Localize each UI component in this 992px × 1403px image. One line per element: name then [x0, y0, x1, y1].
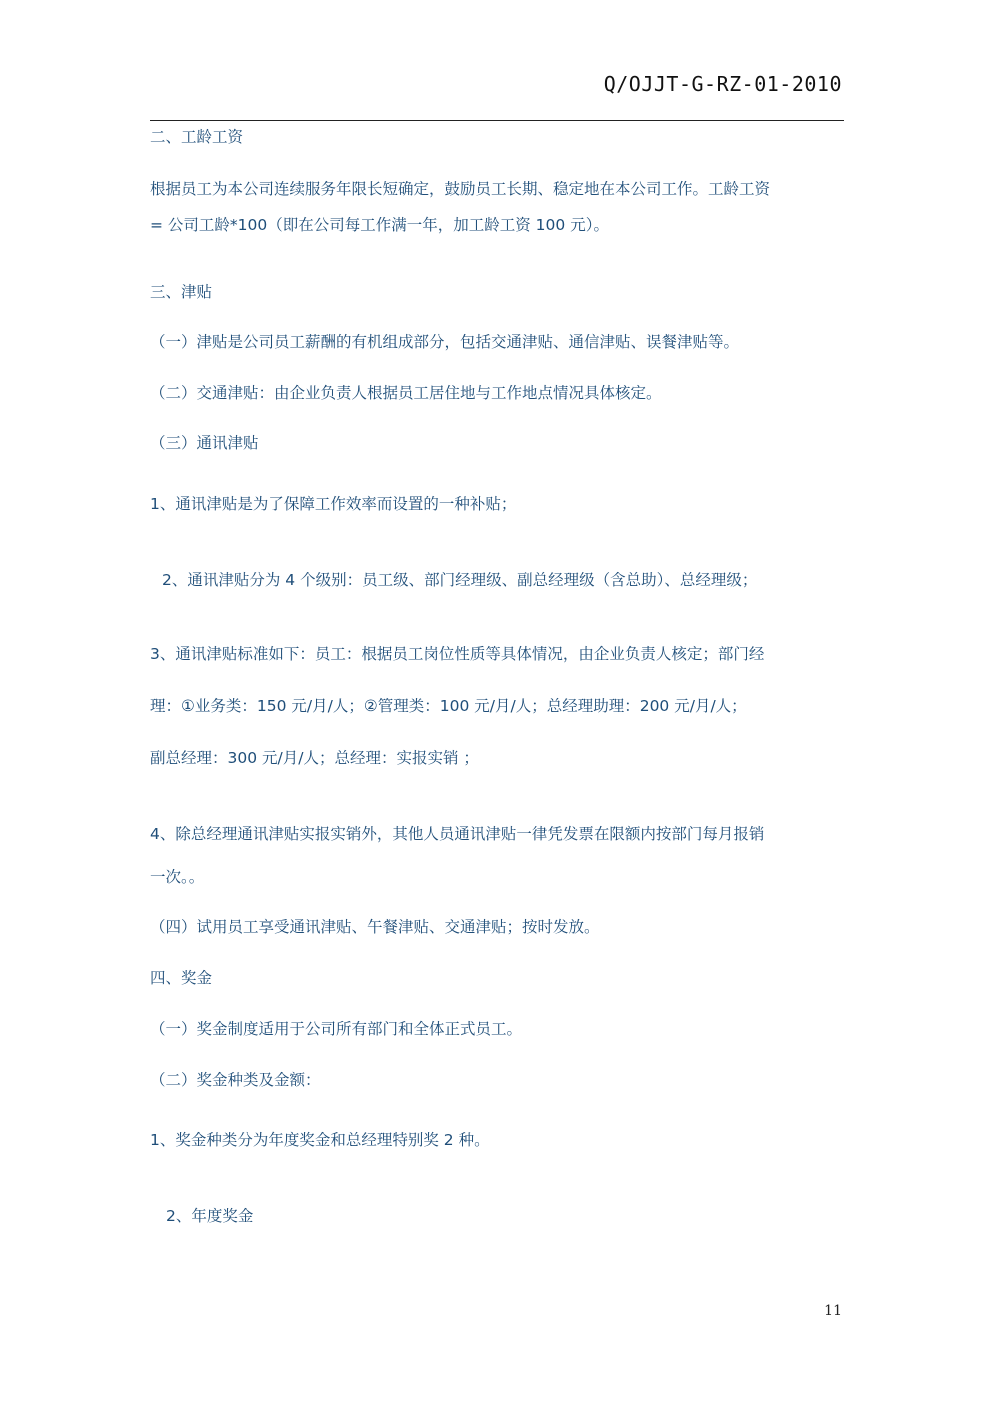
- header-rule: [150, 120, 844, 121]
- list-item: 1、奖金种类分为年度奖金和总经理特别奖 2 种。: [150, 1131, 490, 1149]
- paragraph-line: （四）试用员工享受通讯津贴、午餐津贴、交通津贴；按时发放。: [150, 918, 600, 936]
- paragraph-line: （二）交通津贴：由企业负责人根据员工居住地与工作地点情况具体核定。: [150, 384, 662, 402]
- paragraph-line: （二）奖金种类及金额：: [150, 1071, 321, 1089]
- paragraph-line: 一次。。: [150, 868, 205, 886]
- subsection-heading-communication-allowance: （三）通讯津贴: [150, 434, 259, 452]
- page-number: 11: [824, 1303, 842, 1319]
- section-heading-bonus: 四、奖金: [150, 969, 213, 987]
- list-item: 2、年度奖金: [166, 1207, 254, 1225]
- paragraph-line: = 公司工龄*100（即在公司每工作满一年，加工龄工资 100 元）。: [150, 216, 609, 234]
- paragraph-line: 理：①业务类：150 元/月/人；②管理类：100 元/月/人；总经理助理：200 元/月/人；: [150, 697, 747, 715]
- list-item: 1、通讯津贴是为了保障工作效率而设置的一种补贴；: [150, 495, 517, 513]
- section-heading-seniority-pay: 二、工龄工资: [150, 128, 244, 146]
- paragraph-line: （一）津贴是公司员工薪酬的有机组成部分，包括交通津贴、通信津贴、误餐津贴等。: [150, 333, 740, 351]
- list-item: 2、通讯津贴分为 4 个级别：员工级、部门经理级、副总经理级（含总助）、总经理级；: [162, 571, 758, 589]
- paragraph-line: 根据员工为本公司连续服务年限长短确定，鼓励员工长期、稳定地在本公司工作。工龄工资: [150, 180, 771, 198]
- list-item: 4、除总经理通讯津贴实报实销外，其他人员通讯津贴一律凭发票在限额内按部门每月报销: [150, 825, 765, 843]
- document-code: Q/OJJT-G-RZ-01-2010: [603, 72, 842, 96]
- paragraph-line: （一）奖金制度适用于公司所有部门和全体正式员工。: [150, 1020, 523, 1038]
- section-heading-allowance: 三、津贴: [150, 283, 213, 301]
- list-item: 3、通讯津贴标准如下：员工：根据员工岗位性质等具体情况，由企业负责人核定；部门经: [150, 645, 765, 663]
- paragraph-line: 副总经理：300 元/月/人；总经理：实报实销 ；: [150, 749, 479, 767]
